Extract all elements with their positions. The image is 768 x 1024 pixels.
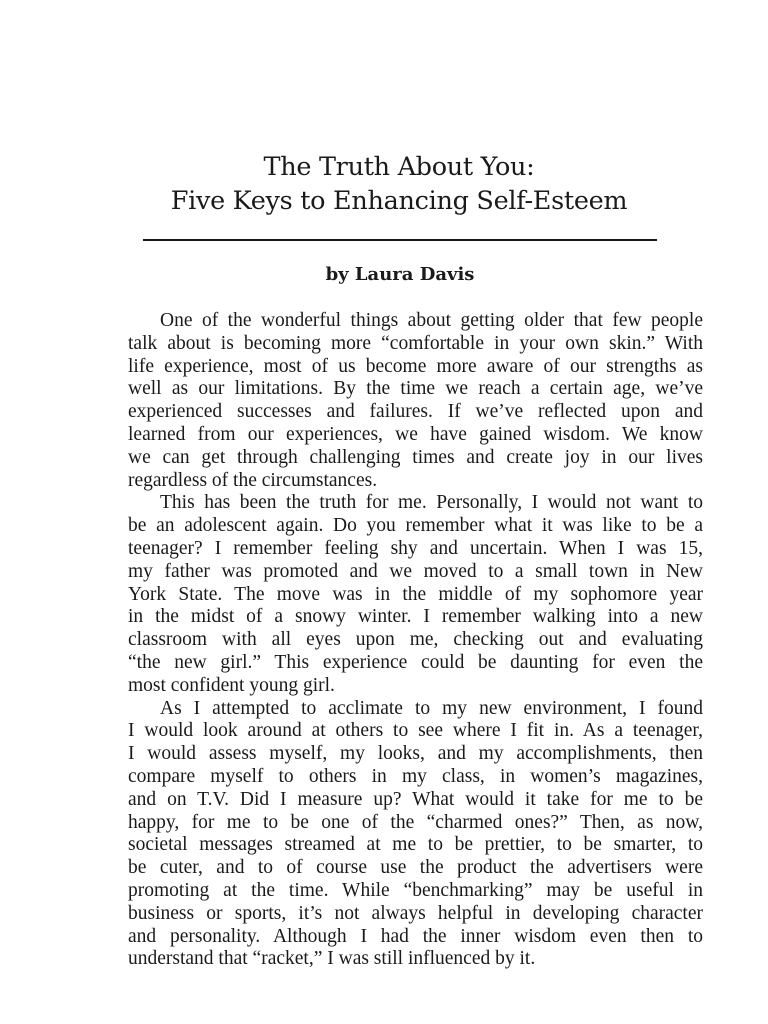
author-byline: by Laura Davis [325, 264, 475, 285]
text-line: One of the wonderful things about getting older that few people [160, 310, 703, 331]
title-line-2: Five Keys to Enhancing Self-Esteem [170, 186, 628, 216]
text-line: in the midst of a snowy winter. I remember walking into a new [128, 606, 703, 628]
text-line: classroom with all eyes upon me, checking out and evaluating [128, 629, 703, 651]
text-line: most confident young girl. [128, 674, 335, 696]
text-line: talk about is becoming more “comfortable in your own skin.” With [128, 332, 703, 354]
text-line: experienced successes and failures. If we’ve reflected upon and [128, 401, 703, 423]
text-line: societal messages streamed at me to be prettier, to be smarter, to [128, 834, 703, 856]
text-line: I would look around at others to see where I fit in. As a teenager, [128, 720, 703, 742]
text-line: promoting at the time. While “benchmarking” may be useful in [128, 879, 703, 901]
text-line: and personality. Although I had the inner wisdom even then to [128, 925, 703, 947]
text-line: happy, for me to be one of the “charmed ones?” Then, as now, [128, 811, 703, 833]
text-line: business or sports, it’s not always helpful in developing character [128, 902, 703, 924]
paragraph-1 [96, 310, 703, 492]
paragraph-3 [96, 698, 703, 972]
text-line: teenager? I remember feeling shy and uncertain. When I was 15, [128, 537, 703, 559]
article-title [0, 150, 768, 218]
text-line: and on T.V. Did I measure up? What would it take for me to be [128, 788, 703, 810]
text-line: I would assess myself, my looks, and my accomplishments, then [128, 743, 703, 765]
text-line: This has been the truth for me. Personally, I would not want to [160, 492, 703, 514]
text-line: York State. The move was in the middle of my sophomore year [128, 583, 703, 605]
text-line: life experience, most of us become more aware of our strengths as [128, 355, 703, 377]
title-divider [143, 239, 657, 241]
text-line: be cuter, and to of course use the product the advertisers were [128, 857, 703, 879]
text-line: As I attempted to acclimate to my new environment, I found [160, 697, 703, 719]
text-line: my father was promoted and we moved to a small town in New [128, 560, 703, 582]
text-line: learned from our experiences, we have gained wisdom. We know [128, 423, 703, 445]
text-line: “the new girl.” This experience could be daunting for even the [128, 651, 703, 673]
article-body [96, 310, 703, 971]
text-line: regardless of the circumstances. [128, 469, 378, 491]
text-line: compare myself to others in my class, in women’s magazines, [128, 765, 703, 787]
text-line: understand that “racket,” I was still influenced by it. [128, 948, 536, 970]
text-line: well as our limitations. By the time we reach a certain age, we’ve [128, 378, 703, 400]
paragraph-2 [96, 492, 703, 697]
text-line: be an adolescent again. Do you remember what it was like to be a [128, 515, 703, 537]
text-line: we can get through challenging times and create joy in our lives [128, 446, 703, 468]
title-line-1: The Truth About You: [263, 152, 535, 182]
